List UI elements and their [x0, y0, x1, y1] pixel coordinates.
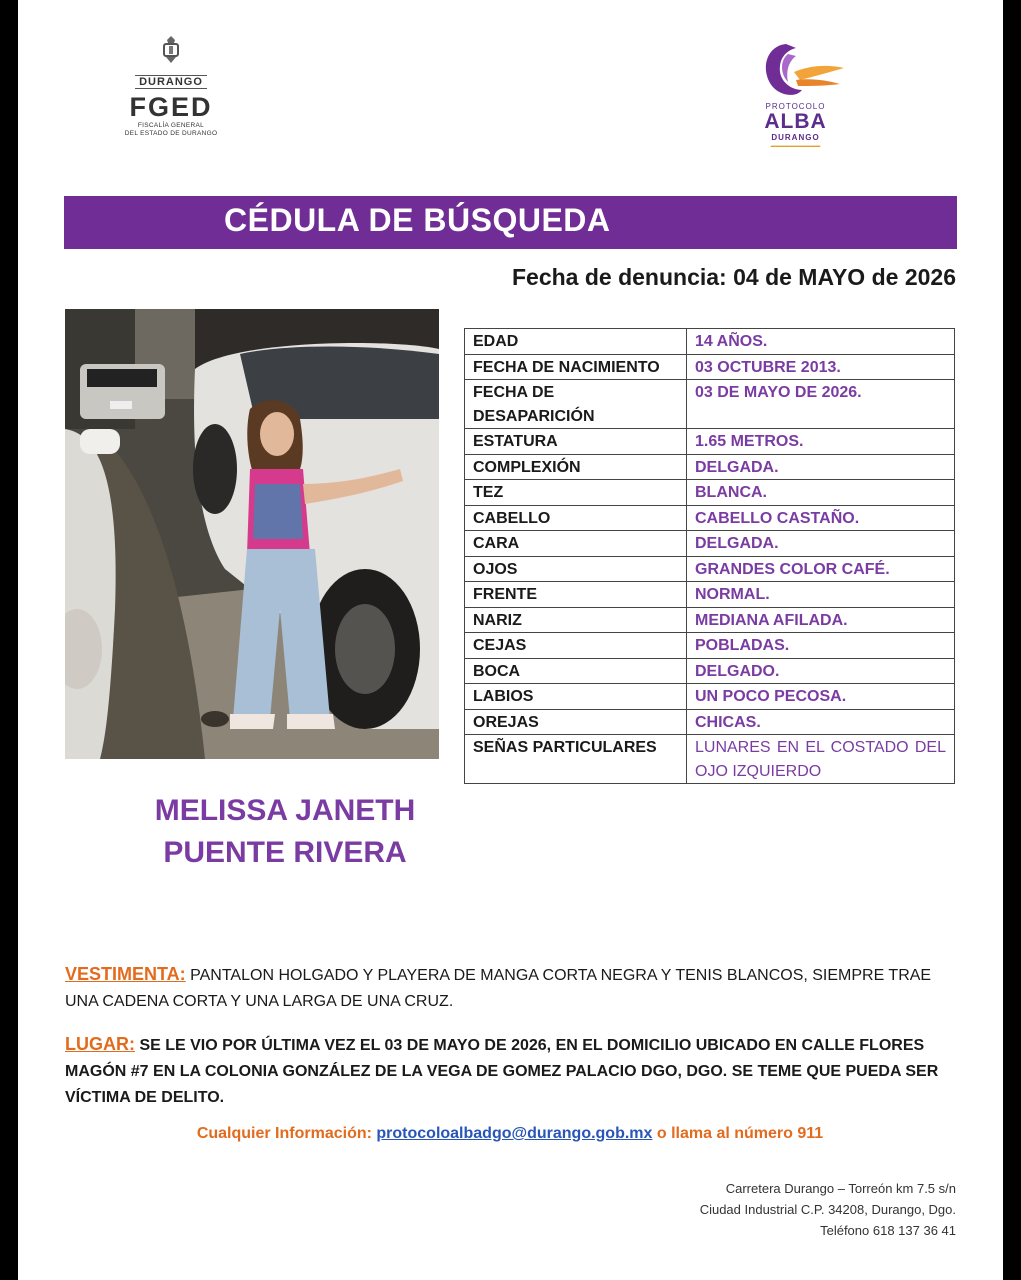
details-value: NORMAL.: [687, 582, 955, 608]
details-row: [465, 429, 955, 455]
missing-person-photo: [65, 309, 439, 759]
details-value: DELGADA.: [687, 454, 955, 480]
name-line2: PUENTE RIVERA: [163, 836, 407, 869]
details-row: [465, 684, 955, 710]
details-row: [465, 607, 955, 633]
details-label: TEZ: [465, 480, 687, 506]
details-value: 1.65 METROS.: [687, 429, 955, 455]
details-label: COMPLEXIÓN: [465, 454, 687, 480]
details-value: MEDIANA AFILADA.: [687, 607, 955, 633]
details-label: FECHA DE NACIMIENTO: [465, 354, 687, 380]
contact-line: [65, 1125, 955, 1143]
details-table: [464, 328, 955, 784]
fged-name-line1: FISCALÍA GENERAL: [137, 122, 205, 129]
place-paragraph: [65, 1031, 955, 1111]
details-value: CABELLO CASTAÑO.: [687, 505, 955, 531]
details-label: SEÑAS PARTICULARES: [465, 735, 687, 784]
details-value: 14 AÑOS.: [687, 329, 955, 355]
details-value: 03 DE MAYO DE 2026.: [687, 380, 955, 429]
details-value: POBLADAS.: [687, 633, 955, 659]
search-poster: [18, 0, 1003, 1280]
photo-illustration: [65, 309, 439, 759]
clothing-label: VESTIMENTA:: [65, 964, 186, 984]
state-crest-icon: [158, 35, 184, 65]
details-label: EDAD: [465, 329, 687, 355]
address-line3: Teléfono 618 137 36 41: [820, 1223, 956, 1238]
details-row: [465, 354, 955, 380]
details-label: BOCA: [465, 658, 687, 684]
details-label: OREJAS: [465, 709, 687, 735]
details-value: UN POCO PECOSA.: [687, 684, 955, 710]
details-label: ESTATURA: [465, 429, 687, 455]
address-line2: Ciudad Industrial C.P. 34208, Durango, Dgo.: [699, 1202, 956, 1217]
contact-email-link[interactable]: protocoloalbadgo@durango.gob.mx: [376, 1125, 653, 1142]
fged-state: DURANGO: [135, 75, 207, 89]
details-label: LABIOS: [465, 684, 687, 710]
details-row: [465, 735, 955, 784]
place-text: SE LE VIO POR ÚLTIMA VEZ EL 03 DE MAYO DE 2026, EN EL DOMICILIO UBICADO EN CALLE FLORES MAGÓN #7 EN LA COLONIA GONZÁLEZ DE LA VEGA DE GOMEZ PALACIO DGO, DGO. SE TEME QUE PUEDA SER VÍCTIMA DE DELITO.: [65, 1037, 939, 1106]
details-label: CARA: [465, 531, 687, 557]
details-value: BLANCA.: [687, 480, 955, 506]
details-row: [465, 454, 955, 480]
details-row: [465, 480, 955, 506]
details-value: DELGADA.: [687, 531, 955, 557]
protocolo-alba-logo: [738, 40, 853, 158]
page-title: CÉDULA DE BÚSQUEDA: [224, 202, 611, 238]
alba-line1: PROTOCOLO: [765, 102, 826, 111]
details-label: CEJAS: [465, 633, 687, 659]
details-row: [465, 658, 955, 684]
name-line1: MELISSA JANETH: [154, 794, 416, 827]
details-label: FECHA DE DESAPARICIÓN: [465, 380, 687, 429]
details-value: CHICAS.: [687, 709, 955, 735]
address-line1: Carretera Durango – Torreón km 7.5 s/n: [725, 1181, 956, 1196]
clothing-paragraph: [65, 961, 955, 1015]
details-label: NARIZ: [465, 607, 687, 633]
alba-line3: DURANGO: [771, 133, 820, 142]
details-value: DELGADO.: [687, 658, 955, 684]
missing-person-name: [65, 790, 505, 874]
details-row: [465, 531, 955, 557]
details-label: CABELLO: [465, 505, 687, 531]
report-date: Fecha de denuncia: 04 de MAYO de 2026: [512, 264, 956, 290]
details-label: FRENTE: [465, 582, 687, 608]
clothing-text: PANTALON HOLGADO Y PLAYERA DE MANGA CORTA NEGRA Y TENIS BLANCOS, SIEMPRE TRAE UNA CADENA CORTA Y UNA LARGA DE UNA CRUZ.: [65, 967, 932, 1010]
fged-name-line2: DEL ESTADO DE DURANGO: [124, 130, 218, 137]
office-address: [700, 1178, 956, 1241]
details-value: LUNARES EN EL COSTADO DEL OJO IZQUIERDO: [687, 735, 955, 784]
details-row: [465, 380, 955, 429]
fged-acronym: FGED: [129, 92, 213, 122]
details-label: OJOS: [465, 556, 687, 582]
details-row: [465, 505, 955, 531]
contact-suffix: o llama al número 911: [656, 1125, 824, 1142]
title-banner: [64, 196, 957, 249]
details-row: [465, 556, 955, 582]
details-row: [465, 582, 955, 608]
contact-prefix: Cualquier Información:: [196, 1125, 372, 1142]
alba-woman-silhouette-icon: [746, 40, 846, 102]
alba-line2: ALBA: [764, 110, 827, 133]
details-row: [465, 329, 955, 355]
details-row: [465, 633, 955, 659]
alba-tagline-mark: ▬▬▬▬▬▬▬▬▬▬▬: [770, 143, 821, 148]
details-value: 03 OCTUBRE 2013.: [687, 354, 955, 380]
fged-logo: [106, 35, 236, 140]
place-label: LUGAR:: [65, 1034, 135, 1054]
details-value: GRANDES COLOR CAFÉ.: [687, 556, 955, 582]
details-row: [465, 709, 955, 735]
